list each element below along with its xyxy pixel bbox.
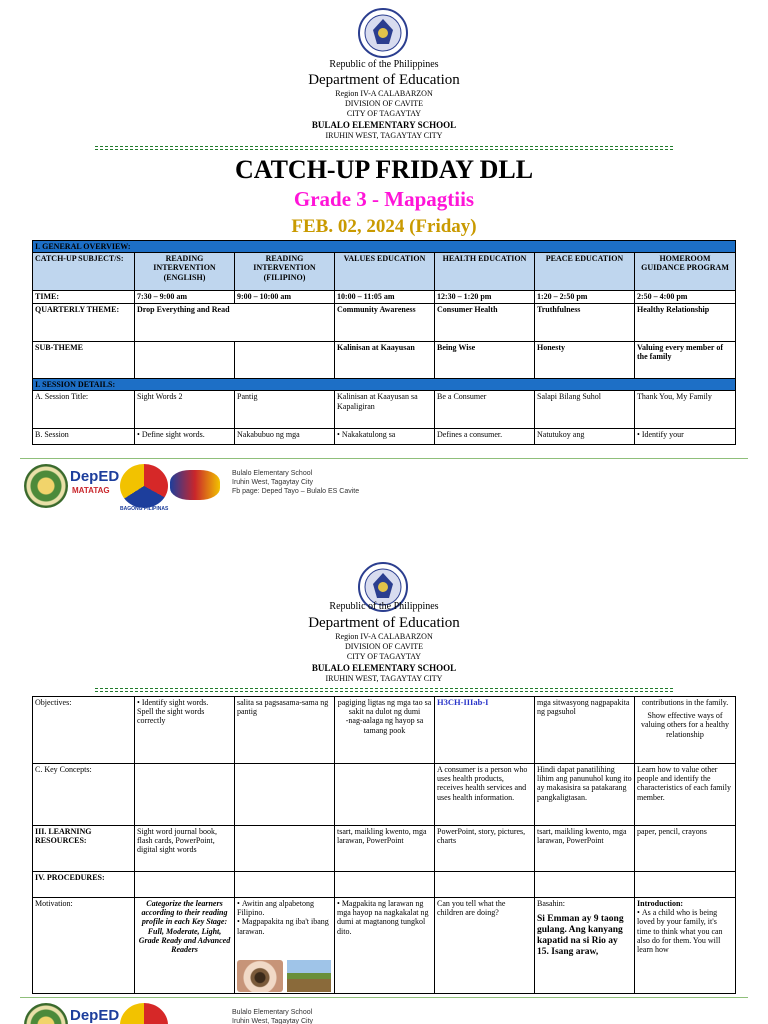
session-label: B. Session bbox=[33, 429, 135, 445]
objective-text: -nag-aalaga ng hayop sa tamang pook bbox=[345, 716, 424, 735]
objective-text: contributions in the family. bbox=[641, 698, 729, 707]
motivation-label: Motivation: bbox=[33, 898, 135, 994]
procedures-empty bbox=[235, 872, 335, 898]
session-details-label: I. SESSION DETAILS: bbox=[33, 379, 736, 391]
concepts-empty bbox=[235, 764, 335, 826]
footer-school: Bulalo Elementary School bbox=[232, 1009, 313, 1016]
doc-date: FEB. 02, 2024 (Friday) bbox=[291, 216, 477, 237]
school-seal-icon bbox=[24, 1003, 68, 1024]
concepts-empty bbox=[335, 764, 435, 826]
procedures-empty bbox=[335, 872, 435, 898]
page-footer bbox=[0, 997, 768, 1024]
header-rule bbox=[95, 146, 673, 150]
theme-cell: Healthy Relationship bbox=[635, 304, 736, 342]
resources-row bbox=[33, 826, 736, 872]
footer-divider bbox=[20, 458, 748, 459]
house-picture bbox=[287, 960, 331, 992]
footer-text bbox=[232, 1009, 313, 1024]
resources-cell: Sight word journal book, flash cards, PowerPoint, digital sight words bbox=[135, 826, 235, 872]
city-text: CITY OF TAGAYTAY bbox=[346, 109, 422, 118]
session-title-label: A. Session Title: bbox=[33, 391, 135, 429]
motivation-cell bbox=[535, 898, 635, 994]
objectives-row bbox=[33, 697, 736, 764]
motivation-cell bbox=[235, 898, 335, 994]
objective-text: pagiging ligtas ng mga tao sa sakit na dulot ng dumi bbox=[337, 698, 432, 717]
department-text: Department of Education bbox=[308, 72, 460, 88]
concepts-cell: A consumer is a person who uses health products, receives health services and uses health information. bbox=[435, 764, 535, 826]
objectives-cell: salita sa pagsasama-sama ng pantig bbox=[235, 697, 335, 764]
general-overview-band bbox=[33, 241, 736, 253]
school-address: IRUHIN WEST, TAGAYTAY CITY bbox=[325, 674, 443, 683]
session-cell: • Identify your bbox=[635, 429, 736, 445]
time-cell: 9:00 – 10:00 am bbox=[235, 291, 335, 304]
session-cell: • Nakakatulong sa bbox=[335, 429, 435, 445]
bagong-pilipinas-logo bbox=[120, 1003, 168, 1024]
concepts-cell: Hindi dapat panatilihing lihim ang panunuhol kung ito ay makasisira sa patakarang pangkaligtasan. bbox=[535, 764, 635, 826]
footer-divider bbox=[20, 997, 748, 998]
subject-cell: HOMEROOM GUIDANCE PROGRAM bbox=[635, 253, 736, 291]
subtheme-cell: Kalinisan at Kaayusan bbox=[335, 342, 435, 379]
procedures-table bbox=[32, 696, 736, 994]
procedures-empty bbox=[435, 872, 535, 898]
objectives-cell bbox=[635, 697, 736, 764]
session-title-cell: Be a Consumer bbox=[435, 391, 535, 429]
objectives-cell bbox=[135, 697, 235, 764]
overview-table bbox=[32, 240, 736, 445]
objectives-cell: mga sitwasyong nagpapakita ng pagsuhol bbox=[535, 697, 635, 764]
motivation-cell: Can you tell what the children are doing? bbox=[435, 898, 535, 994]
page-footer bbox=[0, 458, 768, 518]
motivation-text: • Awitin ang alpabetong Filipino. bbox=[237, 899, 332, 917]
subtheme-cell: Honesty bbox=[535, 342, 635, 379]
region-text: Region IV-A CALABARZON bbox=[335, 89, 433, 98]
session-title-cell: Sight Words 2 bbox=[135, 391, 235, 429]
theme-cell: Truthfulness bbox=[535, 304, 635, 342]
motivation-cell: Categorize the learners according to their reading profile in each Key Stage: Full, Moderate, Light, Grade Ready and Advanced Readers bbox=[135, 898, 235, 994]
session-title-cell: Kalinisan at Kaayusan sa Kapaligiran bbox=[335, 391, 435, 429]
objective-text: Spell the sight words correctly bbox=[137, 707, 205, 726]
theme-row bbox=[33, 304, 736, 342]
footer-address: Iruhin West, Tagaytay City bbox=[232, 1017, 314, 1024]
deped-matatag-logo: DepED bbox=[70, 1007, 120, 1024]
header-rule bbox=[95, 688, 673, 692]
time-cell: 12:30 – 1:20 pm bbox=[435, 291, 535, 304]
session-title-cell: Salapi Bilang Suhol bbox=[535, 391, 635, 429]
deped-seal-icon bbox=[358, 8, 408, 58]
objectives-cell bbox=[435, 697, 535, 764]
matatag-text: MATATAG bbox=[72, 486, 110, 495]
subtheme-empty bbox=[135, 342, 235, 379]
republic-text: Republic of the Philippines bbox=[329, 59, 439, 70]
time-label: TIME: bbox=[33, 291, 135, 304]
objective-text: Show effective ways of valuing others for a healthy relationship bbox=[641, 711, 729, 739]
page-2 bbox=[0, 555, 768, 1024]
motivation-text: • Magpapakita ng iba't ibang larawan. bbox=[237, 917, 332, 935]
school-seal-icon bbox=[24, 464, 68, 508]
motivation-cell: • Magpakita ng larawan ng mga hayop na nagkakalat ng dumi at magtanong tungkol dito. bbox=[335, 898, 435, 994]
time-cell: 7:30 – 9:00 am bbox=[135, 291, 235, 304]
resources-cell: tsart, maikling kwento, mga larawan, PowerPoint bbox=[535, 826, 635, 872]
division-text: DIVISION OF CAVITE bbox=[344, 642, 424, 651]
theme-reading: Drop Everything and Read bbox=[135, 304, 335, 342]
resources-label: III. LEARNING RESOURCES: bbox=[33, 826, 135, 872]
footer-school: Bulalo Elementary School bbox=[232, 470, 313, 477]
region-text: Region IV-A CALABARZON bbox=[335, 632, 433, 641]
concepts-label: C. Key Concepts: bbox=[33, 764, 135, 826]
procedures-empty bbox=[135, 872, 235, 898]
bagong-pilipinas-text: BAGONG PILIPINAS bbox=[120, 506, 169, 512]
theme-label: QUARTERLY THEME: bbox=[33, 304, 135, 342]
procedures-label: IV. PROCEDURES: bbox=[33, 872, 135, 898]
city-text: CITY OF TAGAYTAY bbox=[346, 652, 422, 661]
subtheme-label: SUB-THEME bbox=[33, 342, 135, 379]
session-title-cell: Pantig bbox=[235, 391, 335, 429]
time-cell: 2:50 – 4:00 pm bbox=[635, 291, 736, 304]
motivation-text: Introduction: bbox=[637, 899, 684, 908]
procedures-empty bbox=[635, 872, 736, 898]
subject-row bbox=[33, 253, 736, 291]
subject-cell: VALUES EDUCATION bbox=[335, 253, 435, 291]
resources-cell: tsart, maikling kwento, mga larawan, PowerPoint bbox=[335, 826, 435, 872]
subject-cell: READING INTERVENTION (ENGLISH) bbox=[135, 253, 235, 291]
division-text: DIVISION OF CAVITE bbox=[344, 99, 424, 108]
concepts-empty bbox=[135, 764, 235, 826]
concepts-cell: Learn how to value other people and identify the characteristics of each family member. bbox=[635, 764, 736, 826]
session-details-band bbox=[33, 379, 736, 391]
bagong-pilipinas-logo bbox=[120, 464, 168, 508]
objectives-label: Objectives: bbox=[33, 697, 135, 764]
procedures-empty bbox=[535, 872, 635, 898]
subject-cell: HEALTH EDUCATION bbox=[435, 253, 535, 291]
subject-label: CATCH-UP SUBJECT/S: bbox=[33, 253, 135, 291]
subtheme-empty bbox=[235, 342, 335, 379]
school-name: BULALO ELEMENTARY SCHOOL bbox=[311, 663, 457, 673]
health-code: H3CH-IIIab-I bbox=[437, 697, 489, 707]
resources-empty bbox=[235, 826, 335, 872]
doc-grade: Grade 3 - Mapagtiis bbox=[293, 187, 475, 211]
subtheme-row bbox=[33, 342, 736, 379]
session-cell: Natutukoy ang bbox=[535, 429, 635, 445]
session-row bbox=[33, 429, 736, 445]
theme-cell: Consumer Health bbox=[435, 304, 535, 342]
procedures-row bbox=[33, 872, 736, 898]
general-overview-label: I. GENERAL OVERVIEW: bbox=[33, 241, 736, 253]
theme-cell: Community Awareness bbox=[335, 304, 435, 342]
session-cell: • Define sight words. bbox=[135, 429, 235, 445]
eye-picture bbox=[237, 960, 283, 992]
time-cell: 10:00 – 11:05 am bbox=[335, 291, 435, 304]
time-cell: 1:20 – 2:50 pm bbox=[535, 291, 635, 304]
school-name: BULALO ELEMENTARY SCHOOL bbox=[311, 120, 457, 130]
session-title-cell: Thank You, My Family bbox=[635, 391, 736, 429]
session-cell: Defines a consumer. bbox=[435, 429, 535, 445]
subtheme-cell: Being Wise bbox=[435, 342, 535, 379]
footer-fb: Fb page: Deped Tayo – Bulalo ES Cavite bbox=[232, 487, 360, 495]
republic-text: Republic of the Philippines bbox=[329, 601, 439, 612]
objectives-cell bbox=[335, 697, 435, 764]
resources-cell: PowerPoint, story, pictures, charts bbox=[435, 826, 535, 872]
subject-cell: PEACE EDUCATION bbox=[535, 253, 635, 291]
motivation-cell bbox=[635, 898, 736, 994]
footer-text bbox=[232, 470, 359, 496]
footer-address: Iruhin West, Tagaytay City bbox=[232, 478, 314, 486]
subject-cell: READING INTERVENTION (FILIPINO) bbox=[235, 253, 335, 291]
deped-matatag-logo: DepED bbox=[70, 468, 120, 485]
time-row bbox=[33, 291, 736, 304]
session-cell: Nakabubuo ng mga bbox=[235, 429, 335, 445]
resources-cell: paper, pencil, crayons bbox=[635, 826, 736, 872]
department-text: Department of Education bbox=[308, 615, 460, 631]
motivation-text: • As a child who is being loved by your family, it's time to think what you can also do for them. You will learn how bbox=[637, 908, 733, 954]
motivation-text: Si Emman ay 9 taong gulang. Ang kanyang kapatid na si Rio ay 15. Isang araw, bbox=[537, 914, 624, 957]
objective-text: • Identify sight words. bbox=[137, 698, 232, 707]
motivation-text: Basahin: bbox=[537, 899, 565, 908]
division-logo bbox=[170, 470, 220, 500]
session-title-row bbox=[33, 391, 736, 429]
motivation-row bbox=[33, 898, 736, 994]
subtheme-cell: Valuing every member of the family bbox=[635, 342, 736, 379]
doc-title: CATCH-UP FRIDAY DLL bbox=[234, 155, 534, 184]
concepts-row bbox=[33, 764, 736, 826]
school-address: IRUHIN WEST, TAGAYTAY CITY bbox=[325, 131, 443, 140]
